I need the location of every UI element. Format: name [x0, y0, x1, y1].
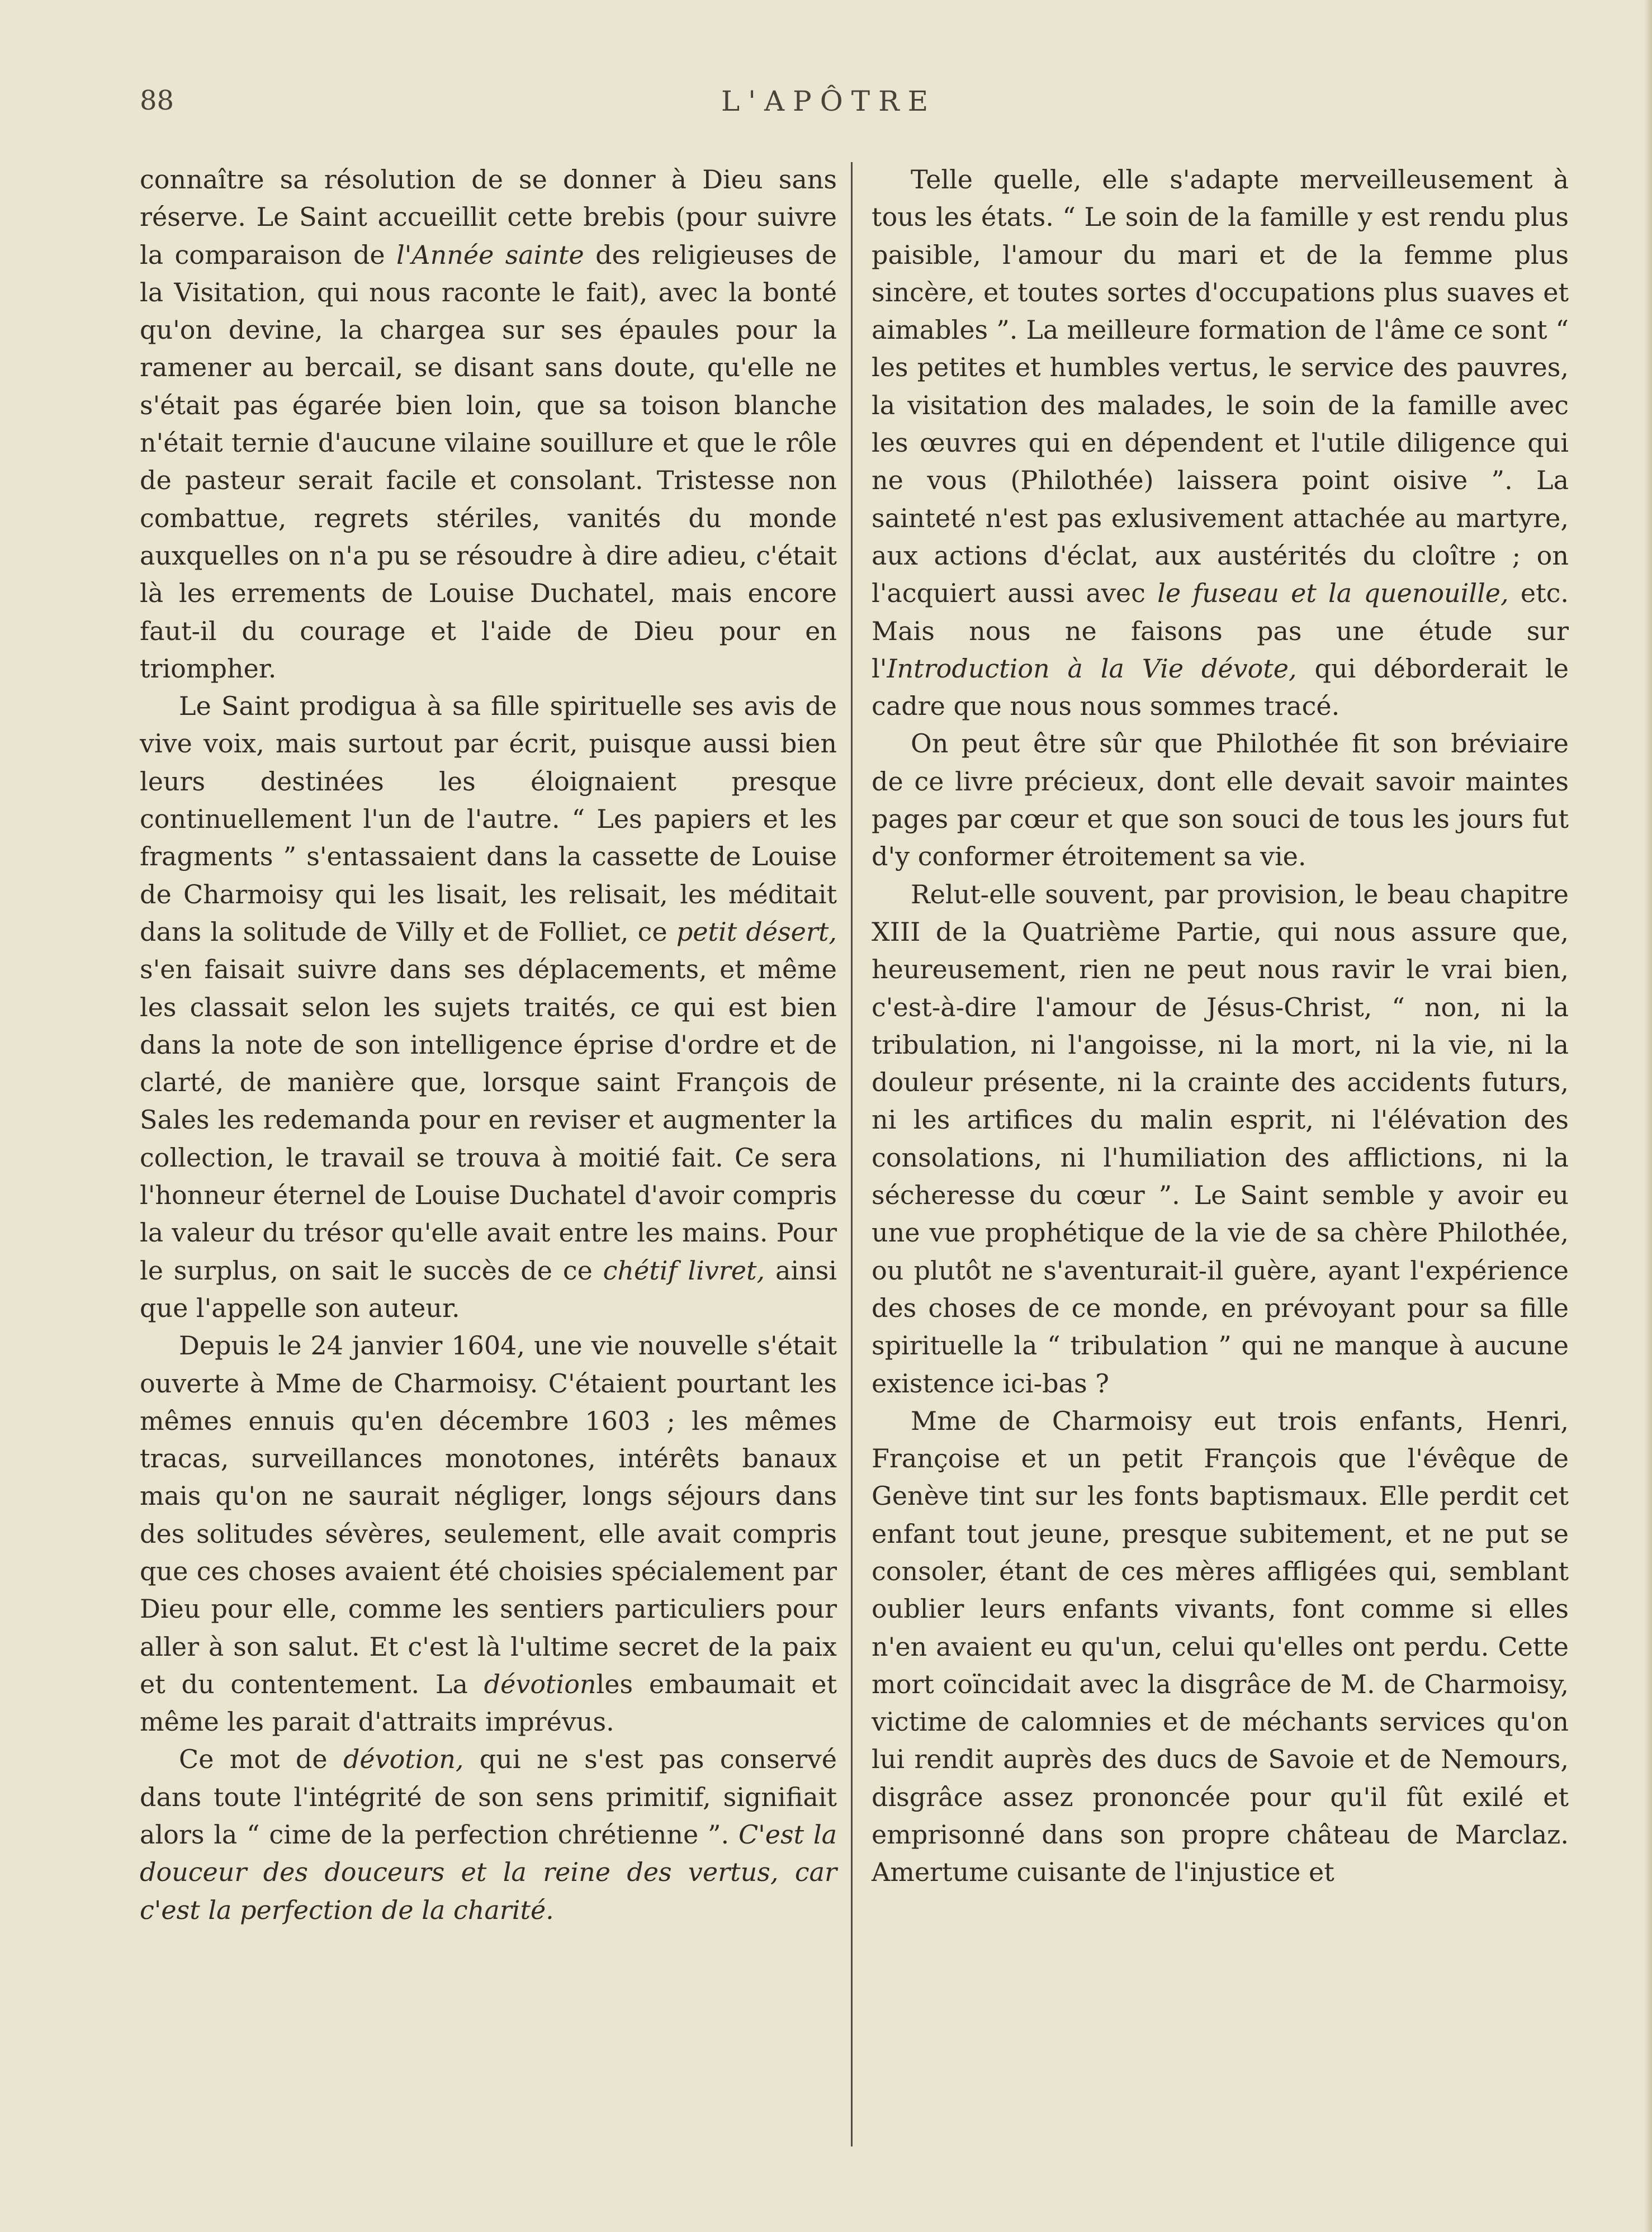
- paragraph: Relut-elle souvent, par provision, le beau chapitre XIII de la Quatrième Partie, qui nous assure que, heureusement, rien ne peut nous ravir le vrai bien, c'est-à-dire l'amour de Jésus-Christ, “ non, ni la tribulation, ni l'angoisse, ni la mort, ni la vie, ni la douleur présente, ni la crainte des accidents futurs, ni les artifices du malin esprit, ni l'élévation des consolations, ni l'humiliation des afflictions, ni la sécheresse du cœur ”. Le Saint semble y avoir eu une vue prophétique de la vie de sa chère Philothée, ou plutôt ne s'aventurait-il guère, ayant l'expérience des choses de ce monde, en prévoyant pour sa fille spirituelle la “ tribulation ” qui ne manque à aucune existence ici-bas ?: [872, 879, 1569, 1399]
- paragraph: Depuis le 24 janvier 1604, une vie nouvelle s'était ouverte à Mme de Charmoisy. C'étaient pourtant les mêmes ennuis qu'en décembre 1603 ; les mêmes tracas, surveillances monotones, intérêts banaux mais qu'on ne saurait négliger, longs séjours dans des solitudes sévères, seulement, elle avait compris que ces choses avaient été choisies spécialement par Dieu pour elle, comme les sentiers particuliers pour aller à son salut. Et c'est là l'ultime secret de la paix et du contentement. La dévotionles embaumait et même les parait d'attraits imprévus.: [140, 1330, 837, 1737]
- paragraph: Telle quelle, elle s'adapte merveilleusement à tous les états. “ Le soin de la famille y est rendu plus paisible, l'amour du mari et de la femme plus sincère, et toutes sortes d'occupations plus suaves et aimables ”. La meilleure formation de l'âme ce sont “ les petites et humbles vertus, le service des pauvres, la visitation des malades, le soin de la famille avec les œuvres qui en dépendent et l'utile diligence qui ne vous (Philothée) laissera point oisive ”. La sainteté n'est pas exlusivement attachée au martyre, aux actions d'éclat, aux austérités du cloître ; on l'acquiert aussi avec le fuseau et la quenouille, etc. Mais nous ne faisons pas une étude sur l'Introduction à la Vie dévote, qui déborderait le cadre que nous nous sommes tracé.: [872, 164, 1569, 722]
- paragraph: connaître sa résolution de se donner à Dieu sans réserve. Le Saint accueillit cette brebis (pour suivre la comparaison de l'Année sainte des religieuses de la Visitation, qui nous raconte le fait), avec la bonté qu'on devine, la chargea sur ses épaules pour la ramener au bercail, se disant sans doute, qu'elle ne s'était pas égarée bien loin, que sa toison blanche n'était ternie d'aucune vilaine souillure et que le rôle de pasteur serait facile et consolant. Tristesse non combattue, regrets stériles, vanités du monde auxquelles on n'a pu se résoudre à dire adieu, c'était là les errements de Louise Duchatel, mais encore faut-il du courage et l'aide de Dieu pour en triompher.: [140, 164, 837, 684]
- column-divider: [851, 162, 853, 2146]
- paragraph: On peut être sûr que Philothée fit son bréviaire de ce livre précieux, dont elle devait savoir maintes pages par cœur et que son souci de tous les jours fut d'y conformer étroitement sa vie.: [872, 728, 1569, 872]
- paragraph: Le Saint prodigua à sa fille spirituelle ses avis de vive voix, mais surtout par écrit, puisque aussi bien leurs destinées les éloignaient presque continuellement l'un de l'autre. “ Les papiers et les fragments ” s'entassaient dans la cassette de Louise de Charmoisy qui les lisait, les relisait, les méditait dans la solitude de Villy et de Folliet, ce petit désert, s'en faisait suivre dans ses déplacements, et même les classait selon les sujets traités, ce qui est bien dans la note de son intelligence éprise d'ordre et de clarté, de manière que, lorsque saint François de Sales les redemanda pour en reviser et augmenter la collection, le travail se trouva à moitié fait. Ce sera l'honneur éternel de Louise Duchatel d'avoir compris la valeur du trésor qu'elle avait entre les mains. Pour le surplus, on sait le succès de ce chétif livret, ainsi que l'appelle son auteur.: [140, 691, 837, 1323]
- left-column: [140, 161, 837, 1929]
- paragraph: Mme de Charmoisy eut trois enfants, Henri, Françoise et un petit François que l'évêque de Genève tint sur les fonts baptismaux. Elle perdit cet enfant tout jeune, presque subitement, et ne put se consoler, étant de ces mères affligées qui, semblant oublier leurs enfants vivants, font comme si elles n'en avaient eu qu'un, celui qu'elles ont perdu. Cette mort coïncidait avec la disgrâce de M. de Charmoisy, victime de calomnies et de méchants services qu'on lui rendit auprès des ducs de Savoie et de Nemours, disgrâce assez prononcée pour qu'il fût exilé et emprisonné dans son propre château de Marclaz. Amertume cuisante de l'injustice et: [872, 1405, 1569, 1888]
- page-number: 88: [140, 85, 174, 116]
- page-edge: [1644, 0, 1652, 2232]
- running-title: L'APÔTRE: [721, 85, 937, 117]
- paragraph: Ce mot de dévotion, qui ne s'est pas conservé dans toute l'intégrité de son sens primitif, signifiait alors la “ cime de la perfection chrétienne ”. C'est la douceur des douceurs et la reine des vertus, car c'est la perfection de la charité.: [140, 1744, 837, 1925]
- right-column: [872, 161, 1569, 1892]
